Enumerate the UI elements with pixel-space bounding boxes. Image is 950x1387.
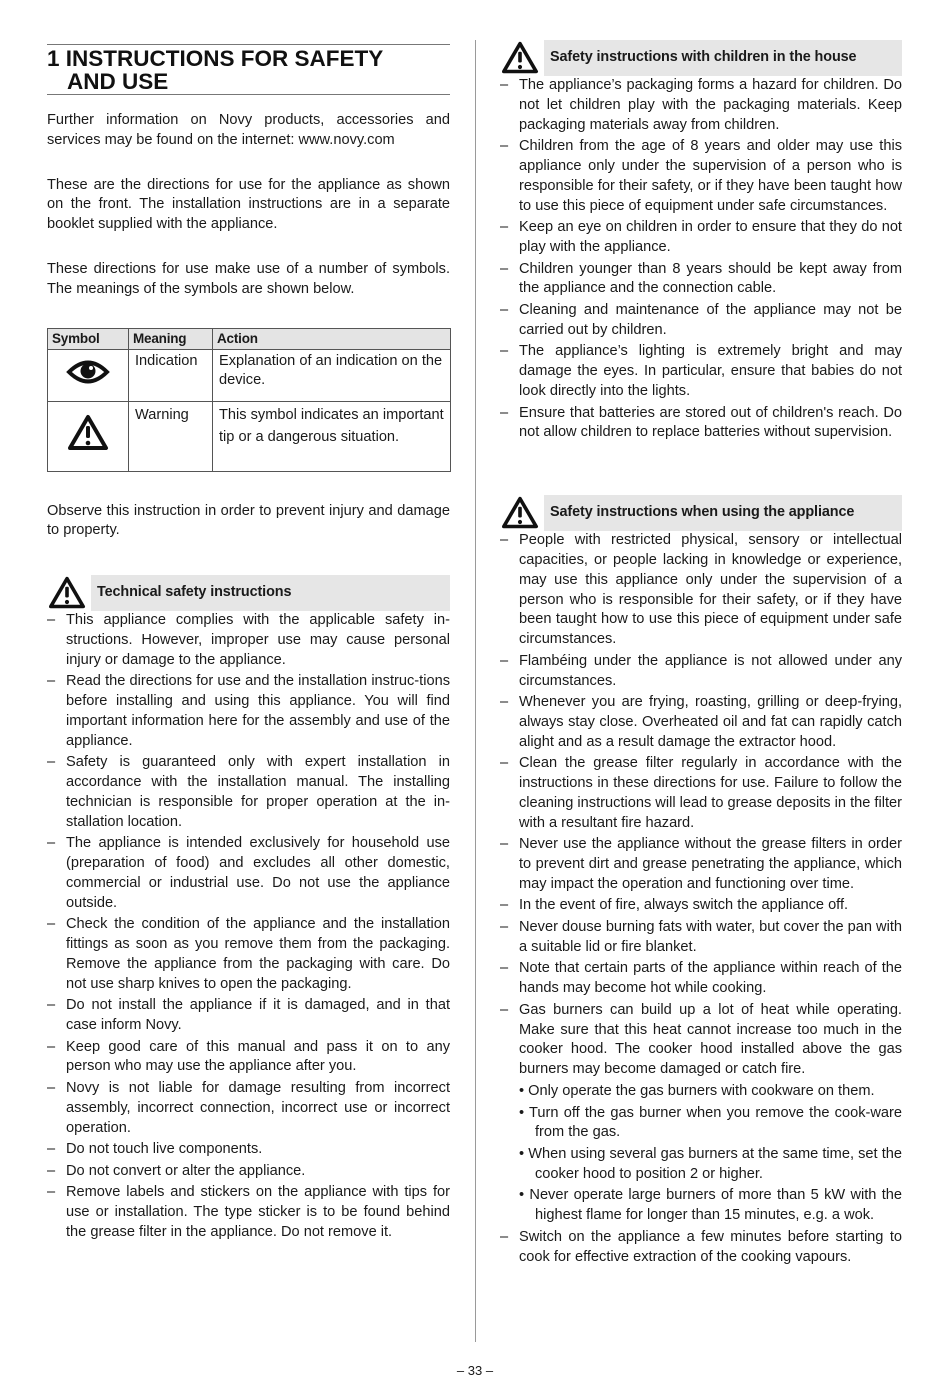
eye-icon (66, 358, 110, 386)
sub-list-item: • Only operate the gas burners with cookware on them. (519, 1083, 875, 1100)
intro-paragraph-2: These are the directions for use for the appliance as shown on the front. The installation instructions are in a separate booklet supplied with the appliance. (47, 176, 450, 233)
list-item: – Never douse burning fats with water, but cover the pan with a suitable lid or fire blanket. (500, 918, 902, 958)
warning-triangle-icon (500, 40, 544, 76)
list-item: – Children from the age of 8 years and older may use this appliance only under the supervision of a person who is responsible for their safety, or if they have been taught how to use this piece of equipment under safe circumstances. (500, 137, 902, 216)
action-cell: This symbol indicates an important tip or a dangerous situation. (213, 401, 451, 471)
right-column (500, 40, 902, 1269)
list-item: – Whenever you are frying, roasting, grilling or deep-frying, always stay close. Overheated oil and fat can rapidly catch alight and as a result damage the extractor hood. (500, 693, 902, 752)
title-line-2: AND USE (67, 69, 169, 94)
list-item: – Read the directions for use and the installation instruc-tions before installing and using this appliance. You will find important information here for the assembly and use of the appliance. (47, 672, 450, 751)
list-item: – Clean the grease filter regularly in accordance with the instructions in these directions for use. Failure to follow the cleaning instructions will lead to grease deposits in the filter with a resultant fire hazard. (500, 754, 902, 833)
column-divider (475, 40, 476, 1342)
list-item: – Flambéing under the appliance is not allowed under any circumstances. (500, 652, 902, 692)
intro-paragraph-1: Further information on Novy products, accessories and services may be found on the internet: www.novy.com (47, 112, 450, 148)
symbol-table (47, 328, 451, 472)
list-item: – Do not install the appliance if it is damaged, and in that case inform Novy. (47, 996, 450, 1036)
action-cell: Explanation of an indication on the device. (213, 349, 451, 401)
list-item: – Remove labels and stickers on the appliance with tips for use or installation. The type sticker is to be found behind the grease filter in the appliance. Do not remove it. (47, 1183, 450, 1242)
title-line-1: 1 INSTRUCTIONS FOR SAFETY (47, 46, 384, 71)
list-item: – Cleaning and maintenance of the appliance may not be carried out by children. (500, 301, 902, 341)
header-symbol: Symbol (48, 328, 129, 349)
technical-heading-label: Technical safety instructions (91, 575, 450, 611)
list-item: – The appliance’s lighting is extremely bright and may damage the eyes. In particular, ensure that babies do not look directly into the lights. (500, 342, 902, 401)
page-title (47, 44, 450, 95)
children-heading-label: Safety instructions with children in the house (544, 40, 902, 76)
symbol-table-header (48, 328, 451, 349)
list-item: – Ensure that batteries are stored out of children's reach. Do not allow children to replace batteries without supervision. (500, 404, 902, 444)
page-number: – 33 – (456, 1363, 494, 1378)
list-item: – Do not convert or alter the appliance. (47, 1162, 450, 1182)
list-item: – Safety is guaranteed only with expert installation in accordance with the installation manual. The installing technician is responsible for proper operation at the in-stallation location. (47, 753, 450, 832)
meaning-cell: Indication (129, 349, 213, 401)
using-heading (500, 495, 902, 531)
list-item: – Never use the appliance without the grease filters in order to prevent dirt and grease penetrating the appliance, which may impact the operation and functioning over time. (500, 835, 902, 894)
warning-triangle-icon (500, 495, 544, 531)
list-item: – In the event of fire, always switch the appliance off. (500, 896, 902, 916)
observe-paragraph: Observe this instruction in order to prevent injury and damage to property. (47, 502, 450, 539)
list-item: – Keep an eye on children in order to ensure that they do not play with the appliance. (500, 218, 902, 258)
symbol-cell (48, 349, 129, 401)
list-item-text: Gas burners can build up a lot of heat while operating. Make sure that this heat cannot increase too much in the cooker hood. The cooker hood installed above the gas burners may become damaged or catch fire. (519, 1001, 902, 1078)
table-row (48, 349, 451, 401)
gas-burner-sublist (519, 1082, 902, 1226)
header-action: Action (213, 328, 451, 349)
technical-heading (47, 575, 450, 611)
left-column (47, 44, 450, 1245)
warning-triangle-icon (66, 413, 110, 453)
table-row (48, 401, 451, 471)
header-meaning: Meaning (129, 328, 213, 349)
list-item: – The appliance’s packaging forms a hazard for children. Do not let children play with the packaging materials. Keep packaging materials away from children. (500, 76, 902, 135)
list-item: – Do not touch live components. (47, 1140, 450, 1160)
symbol-cell (48, 401, 129, 471)
sub-list-item: • Never operate large burners of more than 5 kW with the highest flame for longer than 15 minutes, e.g. a wok. (519, 1187, 902, 1224)
children-list (500, 76, 902, 443)
list-item: – Novy is not liable for damage resulting from incorrect assembly, incorrect connection, incorrect use or incorrect operation. (47, 1079, 450, 1138)
sub-list-item: • Turn off the gas burner when you remove the cook-ware from the gas. (519, 1104, 902, 1141)
children-heading (500, 40, 902, 76)
list-item: – Note that certain parts of the appliance within reach of the hands may become hot while cooking. (500, 959, 902, 999)
warning-triangle-icon (47, 575, 91, 611)
meaning-cell: Warning (129, 401, 213, 471)
list-item: – People with restricted physical, sensory or intellectual capacities, or people lacking in knowledge or experience, may use this appliance only under the supervision of a person who is responsible for their safety, or if they have been taught how to use this piece of equipment under safe circumstances. (500, 531, 902, 650)
using-heading-label: Safety instructions when using the appliance (544, 495, 902, 531)
technical-list (47, 611, 450, 1243)
list-item: – Keep good care of this manual and pass it on to any person who may use the appliance after you. (47, 1038, 450, 1078)
using-list (500, 531, 902, 1267)
list-item: – Switch on the appliance a few minutes before starting to cook for effective extraction of the cooking vapours. (500, 1228, 902, 1268)
list-item: – This appliance complies with the applicable safety in-structions. However, improper use may cause personal injury or damage to the appliance. (47, 611, 450, 670)
intro-paragraph-3: These directions for use make use of a number of symbols. The meanings of the symbols are shown below. (47, 260, 450, 297)
list-item: – Children younger than 8 years should be kept away from the appliance and the connection cable. (500, 260, 902, 300)
sub-list-item: • When using several gas burners at the same time, set the cooker hood to position 2 or higher. (519, 1146, 902, 1182)
list-item (500, 1001, 902, 1226)
list-item: – The appliance is intended exclusively for household use (preparation of food) and excludes all other domestic, commercial or industrial use. Do not use the appliance outside. (47, 834, 450, 913)
list-item: – Check the condition of the appliance and the installation fittings as soon as you remove them from the packaging. Remove the appliance from the packaging with care. Do not use sharp knives to open the packaging. (47, 915, 450, 994)
